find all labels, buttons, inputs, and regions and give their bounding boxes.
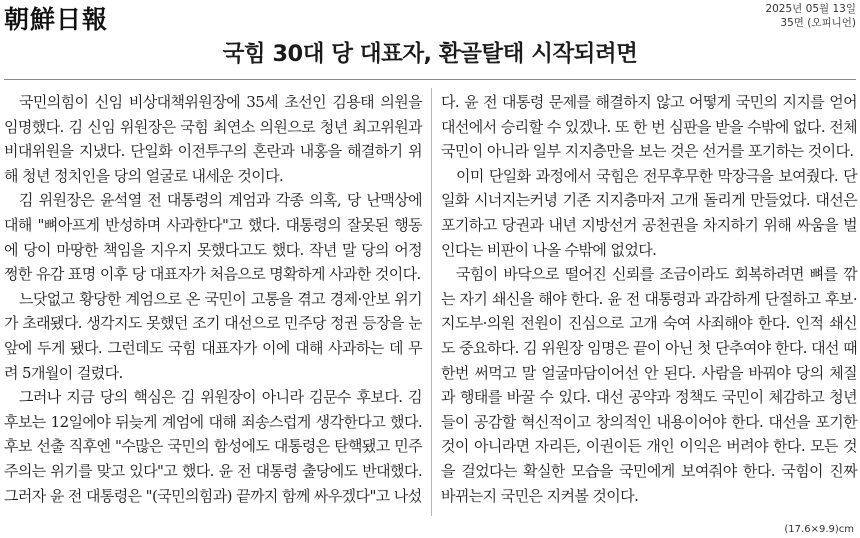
paragraph: 국민의힘이 신임 비상대책위원장에 35세 초선인 김용태 의원을 임명했다. 김 신임 위원장은 국힘 최연소 의원으로 청년 최고위원과 비대위원을 지냈다. 단일화 이전투구의 혼란과 내홍을 해결하기 위해 청년 정치인을 당의 얼굴로 내세운 것이다.: [4, 93, 422, 185]
paragraph-continued: 다. 윤 전 대통령 문제를 해결하지 않고 어떻게 국민의 지지를 얻어 대선에서 승리할 수 있겠나. 또 한 번 심판을 받을 수밖에 없다. 전체 국민이 아니라 일부 지지층만을 보는 것은 선거를 포기하는 것이다.: [441, 93, 857, 161]
article-column-left: [4, 90, 422, 508]
paragraph: 김 위원장은 윤석열 전 대통령의 계엄과 각종 의혹, 당 난맥상에 대해 "뼈아프게 반성하며 사과한다"고 했다. 대통령의 잘못된 행동에 당이 마땅한 책임을 지우지 못했다고도 했다. 작년 말 당의 어정쩡한 유감 표명 이후 당 대표자가 처음으로 명확하게 사과한 것이다.: [4, 191, 422, 284]
article-body: [4, 84, 856, 516]
paragraph: 그러나 지금 당의 핵심은 김 위원장이 아니라 김문수 후보다. 김 후보는 12일에야 뒤늦게 계엄에 대해 죄송스럽게 생각한다고 했다. 후보 선출 직후엔 "수많은 국민의 함성에도 대통령은 탄핵됐고 민주주의는 위기를 맞고 있다"고 했다. 윤 전 대통령 출당에도 반대했다. 그러자 윤 전 대통령은 "(국민의힘과) 끝까지 함께 싸우겠다"고 나섰: [4, 388, 422, 505]
paragraph: 느닷없고 황당한 계엄으로 온 국민이 고통을 겪고 경제·안보 위기가 초래됐다. 생각지도 못했던 조기 대선으로 민주당 정권 등장을 눈앞에 두게 됐다. 그런데도 국힘 대표자가 이에 대해 사과하는 데 무려 5개월이 걸렸다.: [4, 289, 422, 382]
article-size-note: (17.6×9.9)cm: [784, 524, 854, 535]
paragraph: 이미 단일화 과정에서 국힘은 전무후무한 막장극을 보여줬다. 단일화 시너지는커녕 기존 지지층마저 고개 돌리게 만들었다. 대선은 포기하고 당권과 내년 지방선거 공천권을 차지하기 위해 싸움을 벌인다는 비판이 나올 수밖에 없었다.: [441, 166, 857, 259]
paragraph: 국힘이 바닥으로 떨어진 신뢰를 조금이라도 회복하려면 뼈를 깎는 자기 쇄신을 해야 한다. 윤 전 대통령과 과감하게 단절하고 후보·지도부·의원 전원이 진심으로 고개 숙여 사죄해야 한다. 인적 쇄신도 중요하다. 김 위원장 임명은 끝이 아닌 첫 단추여야 한다. 대선 때 한번 써먹고 말 얼굴마담이어선 안 된다. 사람을 바꿔야 당의 체질과 행태를 바꿀 수 있다. 대선 공약과 정책도 국민이 체감하고 청년들이 공감할 혁신적이고 창의적인 내용이어야 한다. 대선을 포기한 것이 아니라면 자리든, 이권이든 개인 이익은 버려야 한다. 모든 것을 걸었다는 확실한 모습을 국민에게 보여줘야 한다. 국힘이 진짜 바뀌는지 국민은 지켜볼 것이다.: [441, 265, 857, 505]
page-section: 35면 (오피니언): [780, 17, 856, 29]
editorial-headline: 국힘 30대 당 대표자, 환골탈태 시작되려면: [222, 41, 638, 67]
headline-rule: [4, 79, 856, 80]
newspaper-masthead: 朝鮮日報: [4, 5, 109, 34]
publication-meta: [765, 2, 856, 30]
article-column-right: [441, 90, 857, 508]
column-divider: [431, 88, 432, 516]
publication-date: 2025년 05월 13일: [765, 3, 856, 15]
